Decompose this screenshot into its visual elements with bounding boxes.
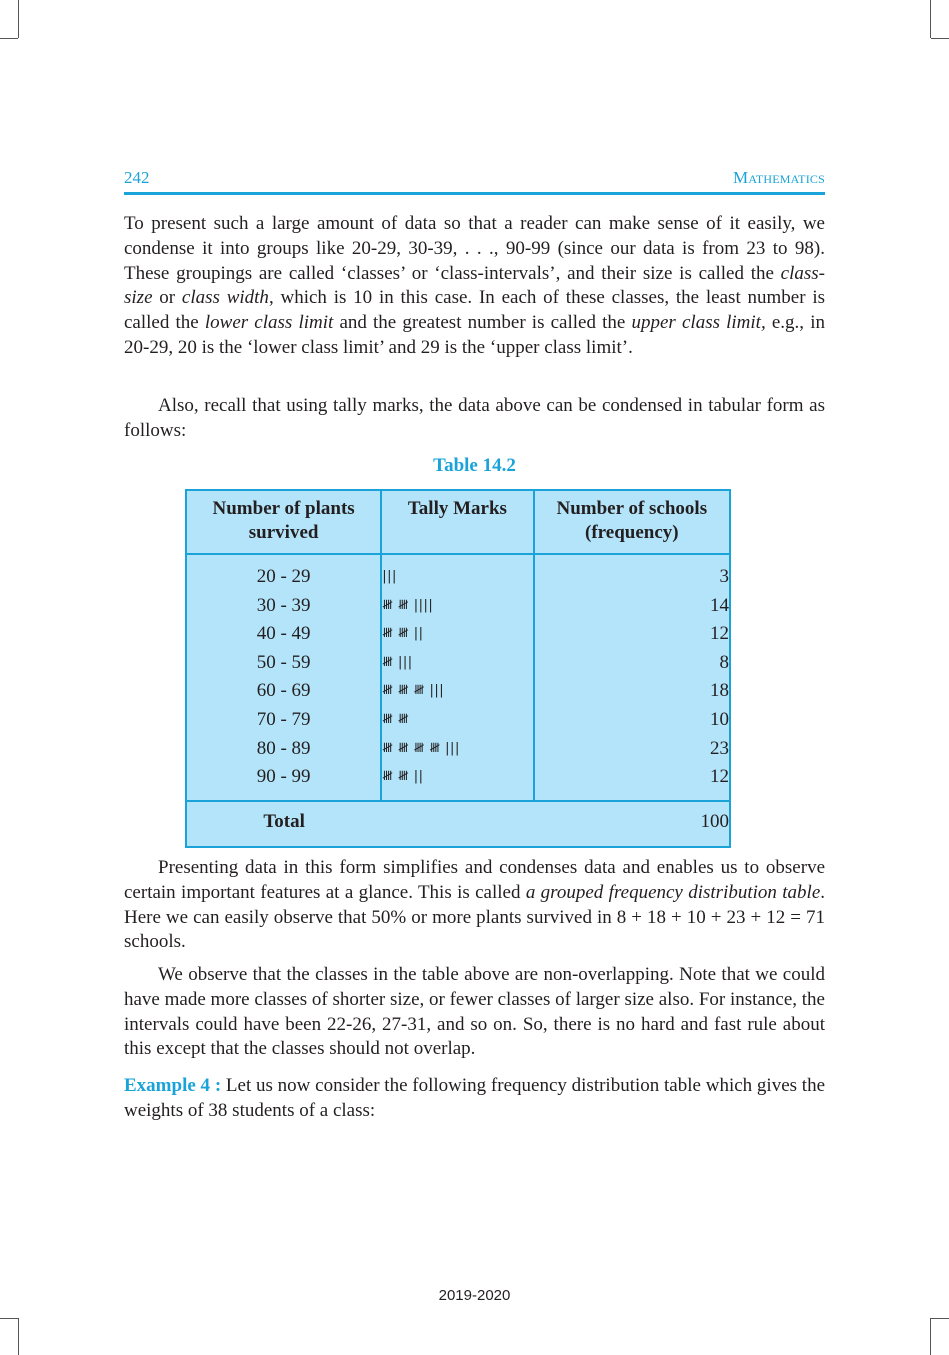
frequency-value: 18 xyxy=(710,680,729,702)
running-head: Mathematics xyxy=(733,168,825,187)
header-frequency: Number of schools (frequency) xyxy=(534,490,730,554)
term-class-size: class-size xyxy=(124,262,825,309)
class-interval: 90 - 99 xyxy=(186,763,381,801)
crop-mark-bottom-right xyxy=(930,1318,931,1355)
tally-marks: ||| xyxy=(381,554,533,592)
table-row xyxy=(186,706,730,735)
para1-text-4: and the greatest number is called the xyxy=(333,312,632,334)
crop-mark-top-right-h xyxy=(931,38,949,39)
para4-text: We observe that the classes in the table above are non-overlapping. Note that we could have made more classes of shorter size, or fewer classes of larger size also. For instance, the intervals could have been 22-26, 27-31, and so on. So, there is no hard and fast rule about this except that the classes should not overlap. xyxy=(124,964,825,1060)
tally-marks: 𝍸 𝍸 𝍸 ||| xyxy=(381,677,533,706)
term-grouped-frequency-table: a grouped frequency distribution table xyxy=(525,881,821,903)
paragraph-class-intervals xyxy=(124,212,825,361)
table-caption: Table 14.2 xyxy=(433,455,516,476)
example-label: Example 4 : xyxy=(124,1075,222,1096)
table-row xyxy=(186,620,730,649)
example-text: Let us now consider the following frequency distribution table which gives the weights of 38 students of a class: xyxy=(124,1075,826,1121)
crop-mark-top-right xyxy=(930,0,931,38)
table-row xyxy=(186,592,730,621)
table-row xyxy=(186,735,730,764)
page-number: 242 xyxy=(124,168,150,187)
class-interval: 70 - 79 xyxy=(186,706,381,735)
header-plants-survived: Number of plants survived xyxy=(186,490,381,554)
tally-marks: 𝍸 𝍸 𝍸 𝍸 ||| xyxy=(381,735,533,764)
crop-mark-bottom-right-h xyxy=(931,1318,949,1319)
term-upper-class-limit: upper class limit, xyxy=(631,312,766,334)
table-row xyxy=(186,554,730,592)
paragraph-non-overlapping xyxy=(124,963,825,1062)
para2-text: Also, recall that using tally marks, the data above can be condensed in tabular form as follows: xyxy=(124,395,825,441)
class-interval: 20 - 29 xyxy=(186,554,381,592)
frequency-value: 8 xyxy=(719,651,729,673)
para1-text-1: To present such a large amount of data so that a reader can make sense of it easily, we condense it into groups like 20-29, 30-39, . . ., 90-99 (since our data is from 23 to 98). These groupings are called ‘classes’ or ‘class-intervals’, and their size is called the xyxy=(124,213,825,284)
class-interval: 60 - 69 xyxy=(186,677,381,706)
frequency-value: 23 xyxy=(710,737,729,759)
paragraph-tally-intro xyxy=(124,394,825,444)
table-row xyxy=(186,649,730,678)
term-lower-class-limit: lower class limit xyxy=(204,312,334,334)
paragraph-example-4 xyxy=(124,1074,825,1124)
page-footer-year: 2019-2020 xyxy=(438,1287,511,1304)
total-value: 100 xyxy=(700,810,729,832)
table-row xyxy=(186,763,730,801)
crop-mark-bottom-left-h xyxy=(0,1318,18,1319)
crop-mark-top-left-h xyxy=(0,38,18,39)
frequency-value: 14 xyxy=(710,594,729,616)
page-header xyxy=(124,166,825,195)
class-interval: 80 - 89 xyxy=(186,735,381,764)
tally-marks: 𝍸 𝍸 xyxy=(381,706,533,735)
tally-marks: 𝍸 𝍸 |||| xyxy=(381,592,533,621)
header-tally-marks: Tally Marks xyxy=(381,490,533,554)
crop-mark-top-left xyxy=(18,0,19,38)
total-spacer xyxy=(381,801,533,847)
table-total-row xyxy=(186,801,730,847)
tally-marks: 𝍸 ||| xyxy=(381,649,533,678)
frequency-value: 3 xyxy=(719,566,729,587)
term-class-width: class width xyxy=(181,287,269,309)
frequency-value: 12 xyxy=(534,763,730,801)
para1-text-2: or xyxy=(152,287,182,309)
frequency-table xyxy=(185,489,731,848)
table-row xyxy=(186,677,730,706)
para3-text-1: Presenting data in this form simplifies and condenses data and enables us to observe certain important features at a glance. This is called xyxy=(124,857,825,903)
class-interval: 30 - 39 xyxy=(186,592,381,621)
tally-marks: 𝍸 𝍸 || xyxy=(381,620,533,649)
para3-text-2: . Here we can easily observe that 50% or more plants survived in 8 + 18 + 10 + 23 + 12 = 71 schools. xyxy=(124,881,825,953)
total-label: Total xyxy=(263,810,305,832)
class-interval: 40 - 49 xyxy=(186,620,381,649)
paragraph-grouped-frequency xyxy=(124,856,825,955)
table-header-row xyxy=(186,490,730,554)
para1-text-5: e.g., in 20-29, 20 is the ‘lower class limit’ and 29 is the ‘upper class limit’. xyxy=(124,312,825,358)
para1-text-3: , which is 10 in this case. In each of these classes, the least number is called the xyxy=(124,287,826,334)
frequency-value: 12 xyxy=(710,623,729,645)
crop-mark-bottom-left xyxy=(18,1318,19,1355)
tally-marks: 𝍸 𝍸 || xyxy=(381,763,533,801)
class-interval: 50 - 59 xyxy=(186,649,381,678)
frequency-value: 10 xyxy=(710,708,729,730)
